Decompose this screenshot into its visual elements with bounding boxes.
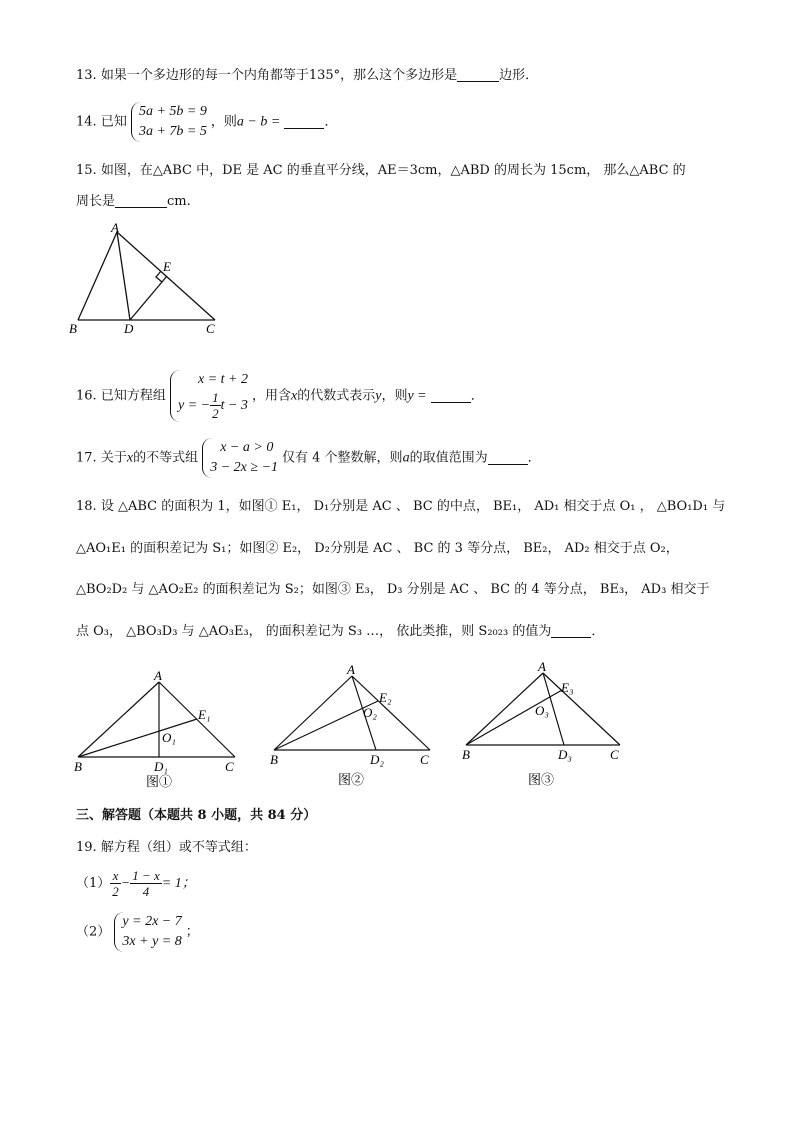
- q17-end: ．: [527, 450, 541, 466]
- q17-lead: 关于: [100, 450, 127, 466]
- q14-eq2: 3a + 7b = 5: [138, 124, 207, 139]
- question-16: [76, 370, 484, 422]
- fig1-label-o: O₁: [162, 730, 176, 745]
- q19-number: 19.: [76, 840, 97, 855]
- q16-var-x: x: [291, 388, 298, 404]
- fig2-label-o: O₂: [363, 705, 377, 720]
- question-14: [76, 102, 337, 142]
- fig2-label-e: E₂: [379, 690, 392, 705]
- q19-p2-eq1: y = 2x − 7: [122, 914, 182, 929]
- q15-right-angle-mark: [156, 271, 162, 282]
- q19-p2-end: ；: [185, 924, 199, 940]
- q18-figure-2: [266, 660, 441, 788]
- q15-segment-ad: [117, 232, 130, 320]
- q16-answer-blank[interactable]: [431, 388, 471, 403]
- question-18-line2: [76, 539, 679, 559]
- q16-number: 16.: [76, 388, 97, 404]
- q14-number: 14.: [76, 114, 97, 130]
- q14-then: ，则: [210, 114, 237, 130]
- fig3-label-e: E₃: [561, 680, 574, 695]
- q15-number: 15.: [76, 163, 97, 178]
- q17-ineq1: x − a > 0: [220, 440, 274, 455]
- q19-p2-eq2: 3x + y = 8: [122, 934, 182, 949]
- q17-answer-blank[interactable]: [488, 450, 528, 465]
- q13-answer-blank[interactable]: [457, 67, 499, 82]
- q16-lead: 已知方程组: [100, 388, 166, 404]
- section-3-title: 三、解答题（本题共 8 小题，共 84 分）: [76, 808, 317, 823]
- q18-l3: △BO₂D₂ 与 △AO₂E₂ 的面积差记为 S₂；如图③ E₃， D₃ 分别是 AC 、 BC 的 4 等分点， BE₃， AD₃ 相交于: [76, 582, 710, 597]
- q17-tail1: 仅有 4 个整数解，则: [282, 450, 403, 466]
- q16-eq2: y = − $\frac{1}{2}$ t − 3: [177, 390, 248, 422]
- q17-tail2: 的取值范围为: [409, 450, 488, 466]
- q13-text: 如果一个多边形的每一个内角都等于135°，那么这个多边形是: [100, 68, 458, 83]
- q19-p1-rhs: = 1；: [161, 876, 196, 891]
- q17-ineq2: 3 − 2x ≥ −1: [210, 460, 279, 475]
- question-19: [76, 838, 257, 858]
- q15-label-e: E: [163, 259, 171, 274]
- fig2-label-b: B: [270, 752, 278, 767]
- q16-end: ．: [470, 388, 484, 404]
- q18-figure-1: [70, 664, 245, 792]
- question-15-line2: [76, 192, 191, 212]
- fig3-label-a: A: [538, 659, 546, 674]
- q14-eq1: 5a + 5b = 9: [138, 104, 207, 119]
- fig3-label-b: B: [462, 747, 470, 762]
- q19-p1-frac2: $\frac{1 - x}{4}$: [132, 868, 160, 899]
- q16-mid1: ，用含: [251, 388, 291, 404]
- fig1-label-b: B: [74, 759, 82, 774]
- q13-tail: 边形．: [499, 68, 539, 83]
- q17-mid: 的不等式组: [133, 450, 199, 466]
- q15-line2a: 周长是: [76, 194, 116, 209]
- q15-line2b: cm.: [167, 194, 191, 209]
- question-18-line1: [76, 497, 725, 517]
- fig2-label-a: A: [347, 662, 355, 677]
- q16-var-y: y: [375, 388, 382, 404]
- q17-var-x: x: [126, 450, 134, 466]
- fig1-label-d: D₁: [154, 759, 168, 774]
- q18-answer-blank[interactable]: [551, 623, 591, 638]
- q18-l4a: 点 O₃， △BO₃D₃ 与 △AO₃E₃， 的面积差记为 S₃ …， 依此类推，则 S₂₀₂₃ 的值为: [76, 624, 552, 639]
- q14-expr: a − b =: [236, 114, 281, 130]
- q19-p2-label: （2）: [76, 924, 111, 940]
- q18-l4b: ．: [591, 624, 605, 639]
- q16-mid2: 的代数式表示: [297, 388, 376, 404]
- q15-label-c: C: [206, 321, 215, 336]
- q19-p1-frac1: $\frac{x}{2}$: [112, 868, 119, 899]
- q19-p1-label: （1）: [76, 876, 111, 891]
- q16-fraction: $\frac{1}{2}$: [212, 390, 219, 422]
- q17-inequality-system: [202, 438, 282, 478]
- fig1-median-be: [78, 719, 197, 757]
- fig1-caption: 图①: [146, 774, 173, 789]
- q15-label-a: A: [111, 220, 119, 235]
- q18-l1: 设 △ABC 的面积为 1，如图① E₁， D₁分别是 AC 、 BC 的中点， BE₁， AD₁ 相交于点 O₁ ， △BO₁D₁ 与: [100, 499, 726, 514]
- fig3-caption: 图③: [528, 772, 555, 786]
- question-18-line3: [76, 580, 709, 600]
- q14-lead: 已知: [100, 114, 127, 130]
- question-15: [76, 161, 686, 181]
- question-17: [76, 438, 541, 478]
- fig1-label-a: A: [154, 668, 162, 683]
- q18-figure-3: [458, 658, 633, 786]
- q15-side-ac: [117, 232, 215, 320]
- q15-label-b: B: [69, 321, 77, 336]
- q19-p2-system: [114, 912, 185, 952]
- q14-end: ．: [324, 114, 338, 130]
- question-18-line4: [76, 622, 604, 642]
- q16-mid3: ，则: [381, 388, 408, 404]
- q15-label-d: D: [124, 321, 134, 336]
- q19-text: 解方程（组）或不等式组：: [100, 840, 257, 855]
- q15-line1: 如图，在△ABC 中，DE 是 AC 的垂直平分线，AE＝3cm，△ABD 的周长为 15cm， 那么△ABC 的: [100, 163, 686, 178]
- fig2-caption: 图②: [338, 772, 365, 787]
- q15-answer-blank[interactable]: [115, 193, 167, 208]
- q19-part2: [76, 912, 199, 952]
- q14-equation-system: [131, 102, 211, 142]
- q15-segment-de: [130, 276, 167, 320]
- fig1-label-c: C: [225, 759, 234, 774]
- q18-number: 18.: [76, 499, 97, 514]
- q15-side-ab: [78, 232, 117, 320]
- q16-equation-system: [170, 370, 252, 422]
- q16-expr: y =: [407, 388, 427, 404]
- q14-answer-blank[interactable]: [284, 114, 324, 129]
- fig3-label-o: O₃: [535, 703, 549, 718]
- fig3-label-c: C: [610, 747, 619, 762]
- fig1-label-e: E₁: [198, 707, 211, 722]
- fig2-label-d: D₂: [370, 752, 384, 767]
- fig3-label-d: D₃: [558, 747, 572, 762]
- q19-p1-minus: −: [120, 876, 131, 891]
- question-13: [76, 66, 538, 86]
- q16-eq1: x = t + 2: [197, 372, 248, 387]
- q18-l2: △AO₁E₁ 的面积差记为 S₁；如图② E₂， D₂分别是 AC 、 BC 的 3 等分点， BE₂， AD₂ 相交于点 O₂，: [76, 541, 679, 556]
- q13-number: 13.: [76, 68, 97, 83]
- q17-var-a: a: [402, 450, 410, 466]
- q17-number: 17.: [76, 450, 97, 466]
- fig2-label-c: C: [420, 752, 429, 767]
- q15-triangle-figure: [66, 220, 226, 338]
- q19-part1: [76, 866, 196, 902]
